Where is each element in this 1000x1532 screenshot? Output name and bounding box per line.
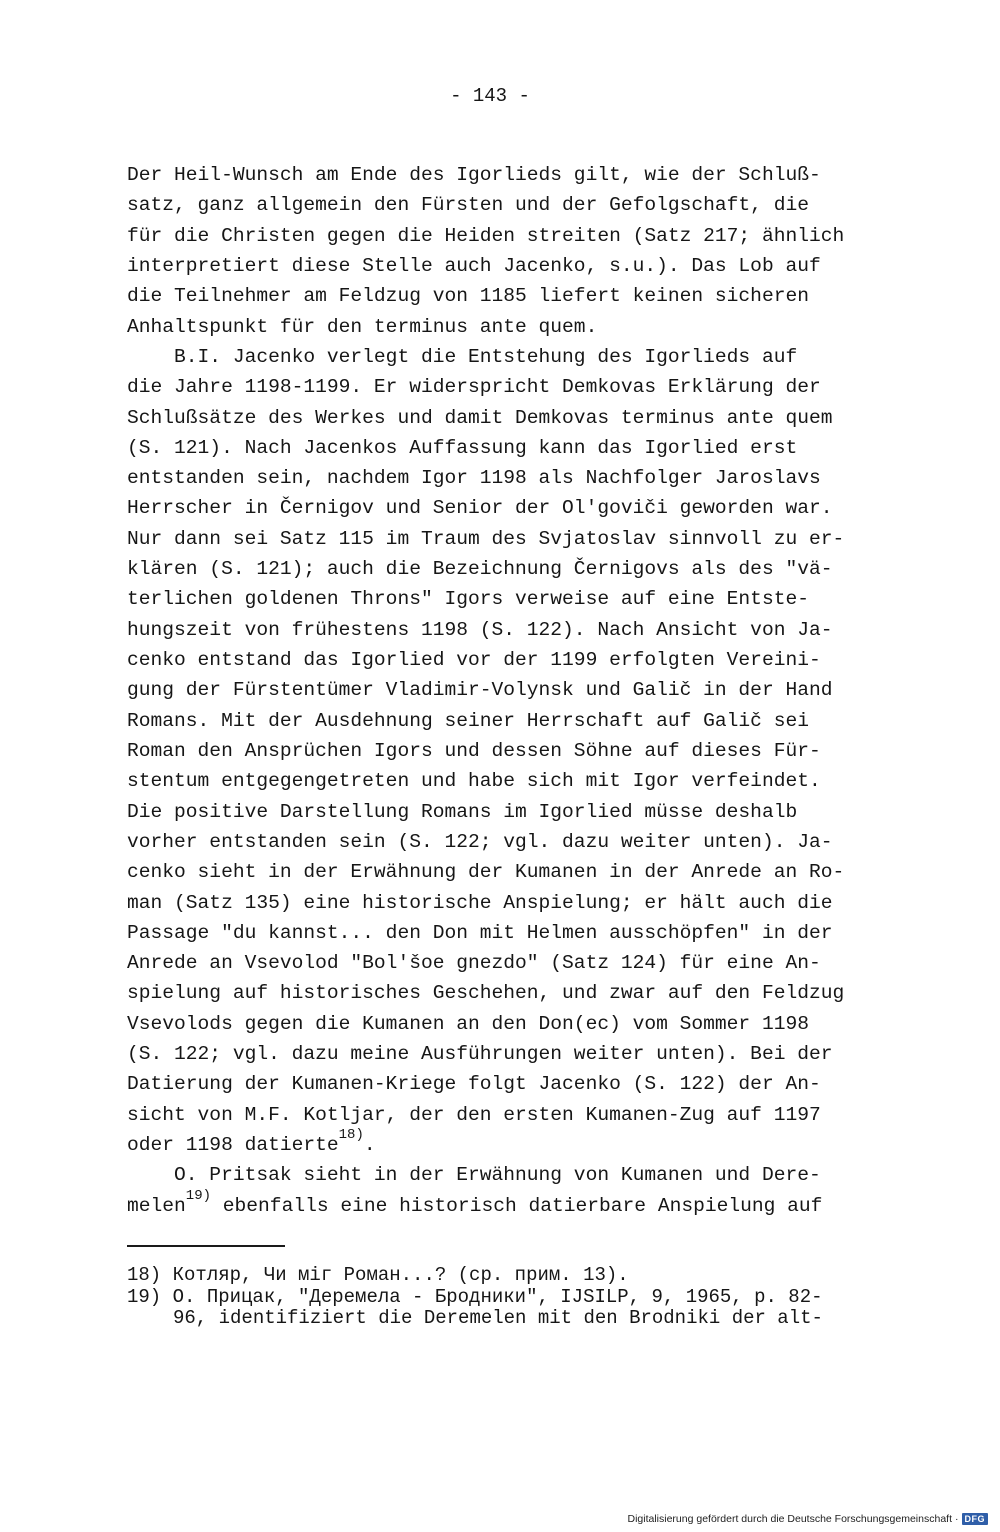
text-line: (S. 121). Nach Jacenkos Auffassung kann das Igorlied erst [127,436,798,459]
text-line: Die positive Darstellung Romans im Igorlied müsse deshalb [127,800,798,823]
text-line: Schlußsätze des Werkes und damit Demkovas terminus ante quem [127,406,833,429]
text-line: Nur dann sei Satz 115 im Traum des Svjatoslav sinnvoll zu er- [127,527,845,550]
text-line: hungszeit von frühestens 1198 (S. 122). Nach Ansicht von Ja- [127,618,833,641]
text-line: sicht von M.F. Kotljar, der den ersten Kumanen-Zug auf 1197 [127,1103,821,1126]
text-line: O. Pritsak sieht in der Erwähnung von Kumanen und Dere- [127,1164,821,1187]
text-line: Der Heil-Wunsch am Ende des Igorlieds gilt, wie der Schluß- [127,164,821,186]
dfg-logo: DFG [962,1513,989,1525]
text-line: cenko entstand das Igorlied vor der 1199 erfolgten Vereini- [127,649,821,671]
credit-separator: · [955,1513,959,1525]
text-line: gung der Fürstentümer Vladimir-Volynsk und Galič in der Hand [127,679,833,702]
main-text [127,160,887,1221]
footnote-ref-19[interactable]: 19) [185,1188,212,1205]
footnotes [127,1265,887,1330]
text-line: Vsevolods gegen die Kumanen an den Don(ec) vom Sommer 1198 [127,1012,809,1035]
text-line: cenko sieht in der Erwähnung der Kumanen in der Anrede an Ro- [127,861,845,884]
footnote-divider [127,1245,285,1247]
text-line: Roman den Ansprüchen Igors und dessen Söhne auf dieses Für- [127,739,821,762]
footnote-18: 18) Котляр, Чи міг Роман...? (ср. прим. 13). [127,1264,629,1286]
text-line: man (Satz 135) eine historische Anspielung; er hält auch die [127,891,833,914]
text-line: B.I. Jacenko verlegt die Entstehung des Igorlieds auf [127,345,798,368]
credit-text: Digitalisierung gefördert durch die Deutsche Forschungsgemeinschaft [627,1513,952,1525]
line-text: melen [127,1194,186,1217]
text-line: entstanden sein, nachdem Igor 1198 als Nachfolger Jaroslavs [127,467,821,490]
line-text: oder 1198 datierte [127,1134,339,1156]
text-line: terlichen goldenen Throns" Igors verweise auf eine Entste- [127,588,809,611]
text-line: Romans. Mit der Ausdehnung seiner Herrschaft auf Galič sei [127,709,809,732]
text-line: Datierung der Kumanen-Kriege folgt Jacenko (S. 122) der An- [127,1073,821,1096]
text-line: die Jahre 1198-1199. Er widerspricht Demkovas Erklärung der [127,376,821,399]
line-text: . [363,1134,376,1156]
text-line: (S. 122; vgl. dazu meine Ausführungen weiter unten). Bei der [127,1043,833,1066]
text-line: Anrede an Vsevolod "Bol'šoe gnezdo" (Satz 124) für eine An- [127,952,821,975]
text-line: Anhaltspunkt für den terminus ante quem. [127,315,598,338]
text-line [127,1188,887,1221]
text-line: für die Christen gegen die Heiden streiten (Satz 217; ähnlich [127,224,845,247]
text-line: stentum entgegengetreten und habe sich mit Igor verfeindet. [127,770,821,793]
footnote-text: 96, identifiziert die Deremelen mit den Brodniki der alt- [173,1307,823,1329]
footnote-19: 19) О. Прицак, "Деремела - Бродники", IJSILP, 9, 1965, p. 82- [127,1285,823,1308]
text-line: Herrscher in Černigov und Senior der Ol'goviči geworden war. [127,497,833,520]
text-line: spielung auf historisches Geschehen, und zwar auf den Feldzug [127,982,845,1005]
footnote-ref-18[interactable]: 18) [338,1127,364,1144]
text-line: satz, ganz allgemein den Fürsten und der Gefolgschaft, die [127,194,809,217]
text-line: die Teilnehmer am Feldzug von 1185 liefert keinen sicheren [127,285,809,308]
page-number: - 143 - [450,85,530,107]
text-line: vorher entstanden sein (S. 122; vgl. dazu weiter unten). Ja- [127,830,833,853]
line-text: ebenfalls eine historisch datierbare Anspielung auf [211,1194,823,1217]
text-line [127,1127,887,1160]
text-line: interpretiert diese Stelle auch Jacenko, s.u.). Das Lob auf [127,254,821,277]
digitization-credit [627,1512,988,1526]
text-line: Passage "du kannst... den Don mit Helmen ausschöpfen" in der [127,921,833,944]
text-line: klären (S. 121); auch die Bezeichnung Černigovs als des "vä- [127,558,833,581]
footnote-19-continuation [127,1308,887,1330]
